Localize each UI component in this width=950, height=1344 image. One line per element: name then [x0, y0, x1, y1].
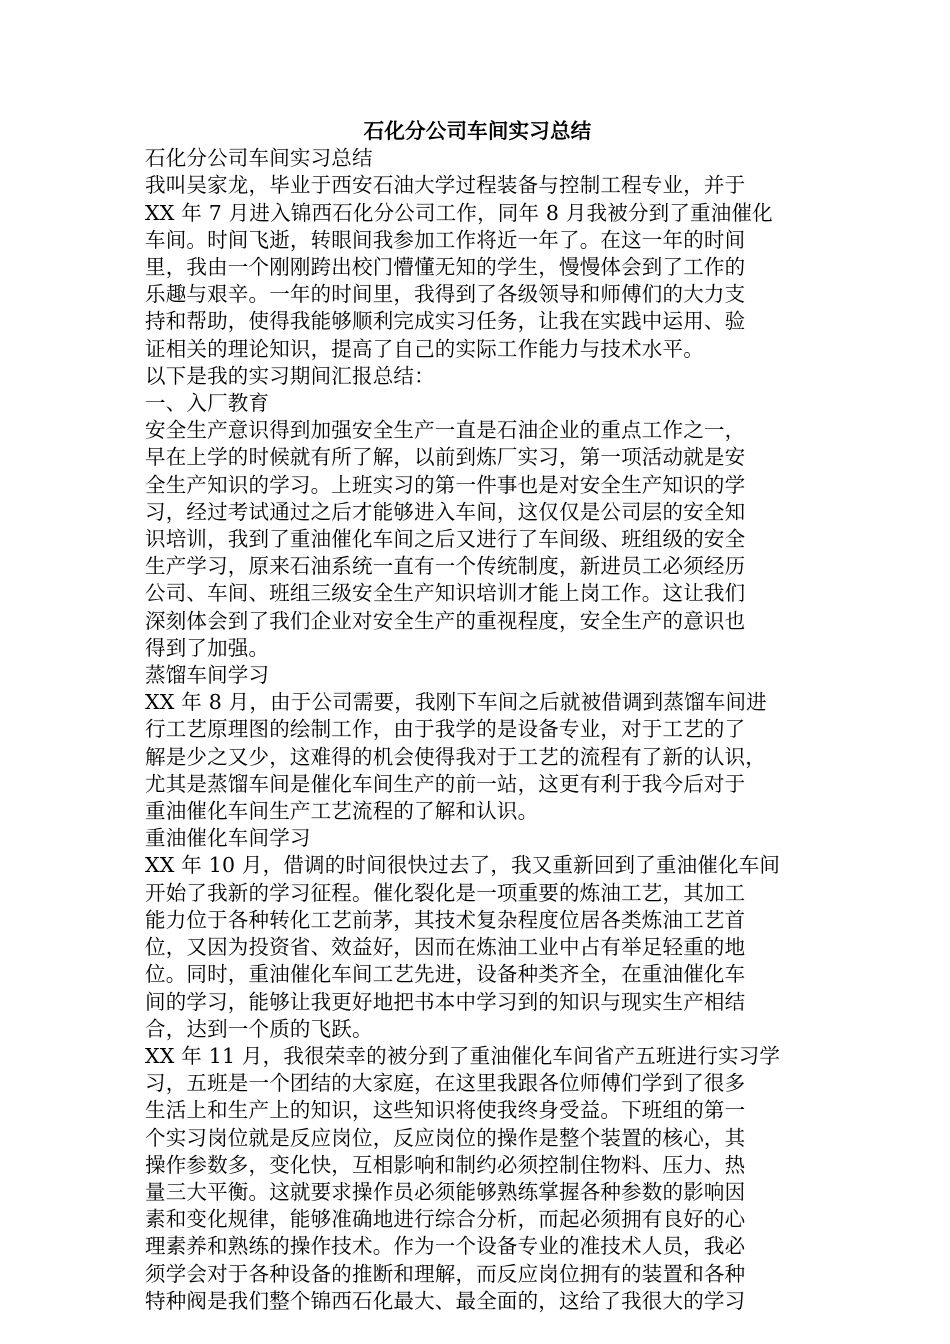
text-line: 蒸馏车间学习 [145, 663, 270, 688]
text-line: 重油催化车间学习 [145, 826, 311, 851]
text-line: 理素养和熟练的操作技术。作为一个设备专业的准技术人员，我必 [145, 1234, 746, 1259]
text-line: 证相关的理论知识，提高了自己的实际工作能力与技术水平。 [145, 336, 704, 361]
text-line: 石化分公司车间实习总结 [145, 146, 373, 171]
text-line: 识培训，我到了重油催化车间之后又进行了车间级、班组级的安全 [145, 527, 746, 552]
text-line: XX 年 11 月，我很荣幸的被分到了重油催化车间省产五班进行实习学 [145, 1043, 781, 1068]
text-line: 车间。时间飞逝，转眼间我参加工作将近一年了。在这一年的时间 [145, 227, 746, 252]
text-line: 习，五班是一个团结的大家庭，在这里我跟各位师傅们学到了很多 [145, 1071, 746, 1096]
text-line: 须学会对于各种设备的推断和理解，而反应岗位拥有的装置和各种 [145, 1261, 746, 1286]
text-line: 个实习岗位就是反应岗位，反应岗位的操作是整个装置的核心，其 [145, 1125, 746, 1150]
text-line: 公司、车间、班组三级安全生产知识培训才能上岗工作。这让我们 [145, 581, 746, 606]
document-body [145, 145, 810, 1315]
document-title: 石化分公司车间实习总结 [363, 119, 592, 143]
text-line: 位。同时，重油催化车间工艺先进，设备种类齐全，在重油催化车 [145, 962, 746, 987]
text-line: 尤其是蒸馏车间是催化车间生产的前一站，这更有利于我今后对于 [145, 771, 746, 796]
text-line: 持和帮助，使得我能够顺利完成实习任务，让我在实践中运用、验 [145, 309, 746, 334]
text-line: 合，达到一个质的飞跃。 [145, 1016, 373, 1041]
text-line: 得到了加强。 [145, 635, 270, 660]
text-line: 生活上和生产上的知识，这些知识将使我终身受益。下班组的第一 [145, 1098, 746, 1123]
text-line: 位，又因为投资省、效益好，因而在炼油工业中占有举足轻重的地 [145, 935, 746, 960]
text-line: 行工艺原理图的绘制工作，由于我学的是设备专业，对于工艺的了 [145, 717, 746, 742]
text-line: 操作参数多，变化快，互相影响和制约必须控制住物料、压力、热 [145, 1152, 746, 1177]
text-line: 一、入厂教育 [145, 391, 270, 416]
text-line: 量三大平衡。这就要求操作员必须能够熟练掌握各种参数的影响因 [145, 1179, 746, 1204]
text-line: 安全生产意识得到加强安全生产一直是石油企业的重点工作之一， [145, 418, 746, 443]
text-line: 生产学习，原来石油系统一直有一个传统制度，新进员工必须经历 [145, 554, 746, 579]
document-page [145, 118, 810, 1315]
text-line: 以下是我的实习期间汇报总结： [145, 363, 435, 388]
text-line: 间的学习，能够让我更好地把书本中学习到的知识与现实生产相结 [145, 989, 746, 1014]
text-line: XX 年 7 月进入锦西石化分公司工作，同年 8 月我被分到了重油催化 [145, 200, 773, 225]
text-line: 特种阀是我们整个锦西石化最大、最全面的，这给了我很大的学习 [145, 1288, 746, 1313]
text-line: 全生产知识的学习。上班实习的第一件事也是对安全生产知识的学 [145, 472, 746, 497]
text-line: 我叫吴家龙，毕业于西安石油大学过程装备与控制工程专业，并于 [145, 173, 746, 198]
text-line: XX 年 8 月，由于公司需要，我刚下车间之后就被借调到蒸馏车间进 [145, 690, 767, 715]
text-line: 能力位于各种转化工艺前茅，其技术复杂程度位居各类炼油工艺首 [145, 907, 746, 932]
text-line: 乐趣与艰辛。一年的时间里，我得到了各级领导和师傅们的大力支 [145, 282, 746, 307]
text-line: 里，我由一个刚刚跨出校门懵懂无知的学生，慢慢体会到了工作的 [145, 255, 746, 280]
text-line: 早在上学的时候就有所了解，以前到炼厂实习，第一项活动就是安 [145, 445, 746, 470]
text-line: 素和变化规律，能够准确地进行综合分析，而起必须拥有良好的心 [145, 1207, 746, 1232]
text-line: 重油催化车间生产工艺流程的了解和认识。 [145, 799, 539, 824]
text-line: 解是少之又少，这难得的机会使得我对于工艺的流程有了新的认识， [145, 744, 766, 769]
text-line: 深刻体会到了我们企业对安全生产的重视程度，安全生产的意识也 [145, 608, 746, 633]
text-line: XX 年 10 月，借调的时间很快过去了，我又重新回到了重油催化车间 [145, 853, 781, 878]
text-line: 习，经过考试通过之后才能够进入车间，这仅仅是公司层的安全知 [145, 499, 746, 524]
text-line: 开始了我新的学习征程。催化裂化是一项重要的炼油工艺，其加工 [145, 880, 746, 905]
